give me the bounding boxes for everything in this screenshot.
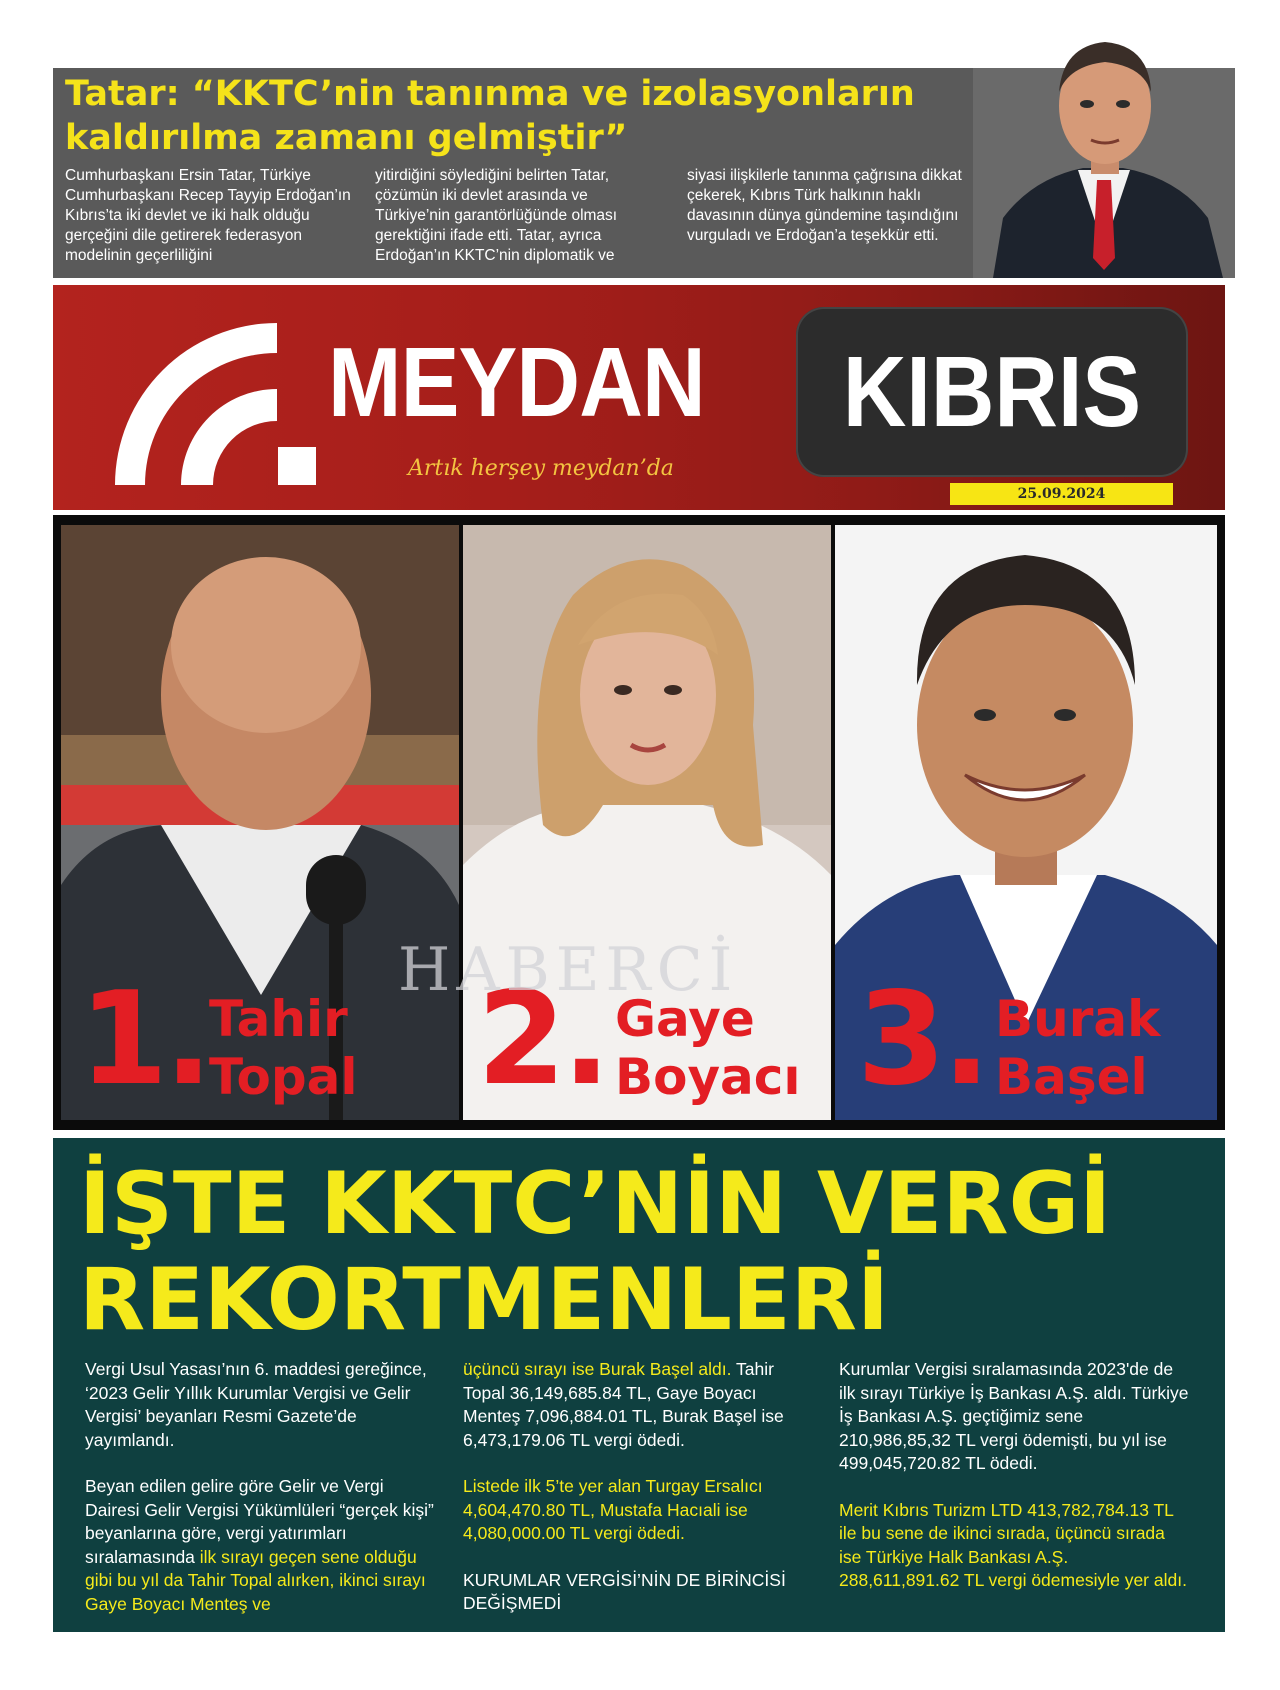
ranked-person-name — [209, 990, 358, 1106]
main-headline: İŞTE KKTC’NİN VERGİ REKORTMENLERİ — [79, 1154, 1112, 1350]
newspaper-name-badge — [796, 307, 1188, 477]
article-text: Beyan edilen gelire göre Gelir ve Vergi Dairesi Gelir Vergisi Yükümlüleri “gerçek kişi” beyanlarına göre, vergi yatırımları sıralamasında — [85, 1476, 434, 1567]
ranked-person-name — [995, 990, 1160, 1106]
top-story-column-1: Cumhurbaşkanı Ersin Tatar, Türkiye Cumhurbaşkanı Recep Tayyip Erdoğan’ın Kıbrıs’ta iki devlet ve iki halk olduğu gerçeğini dile getirerek federasyon modelinin geçerliliğini — [65, 167, 351, 264]
top-story-body — [65, 166, 965, 276]
top-story-title: Tatar: “KKTC’nin tanınma ve izolasyonların kaldırılma zamanı gelmiştir” — [65, 74, 915, 158]
last-name: Boyacı — [615, 1048, 801, 1106]
first-name: Tahir — [209, 990, 348, 1048]
article-column-1 — [85, 1358, 435, 1639]
article-paragraph: Vergi Usul Yasası’nın 6. maddesi gereğince, ‘2023 Gelir Yıllık Kurumlar Vergisi ve Gelir Vergisi’ beyanları Resmi Gazete’de yayımlandı. — [85, 1359, 427, 1450]
article-subheading: KURUMLAR VERGİSİ’NİN DE BİRİNCİSİ DEĞİŞMEDİ — [463, 1569, 786, 1613]
first-name: Burak — [995, 990, 1161, 1048]
first-name: Gaye — [615, 990, 755, 1048]
issue-date: 25.09.2024 — [950, 483, 1173, 505]
rank-number: 2. — [477, 965, 607, 1114]
newspaper-masthead — [53, 285, 1225, 510]
article-highlight: Merit Kıbrıs Turizm LTD 413,782,784.13 TL ile bu sene de ikinci sırada, üçüncü sırada ise Türkiye Halk Bankası A.Ş. 288,611,891.62 TL vergi ödemesiyle yer aldı. — [839, 1499, 1187, 1590]
ranking-card-3 — [835, 525, 1217, 1120]
ranking-card-2 — [463, 525, 831, 1120]
last-name: Topal — [209, 1048, 358, 1106]
newspaper-name: MEYDAN — [328, 327, 705, 437]
top-story-box — [53, 68, 1225, 278]
watermark-text: HABERCİ — [398, 935, 739, 1005]
ranking-card-1 — [61, 525, 459, 1120]
main-article — [53, 1138, 1225, 1632]
article-highlight: ilk sırayı geçen sene olduğu gibi bu yıl da Tahir Topal alırken, ikinci sırayı Gaye Boyacı Menteş ve — [85, 1546, 426, 1614]
top-story-column-3: siyasi ilişkilerle tanınma çağrısına dikkat çekerek, Kıbrıs Türk halkının haklı davasının dünya gündemine taşındığını vurguladı ve Erdoğan’a teşekkür etti. — [687, 167, 962, 244]
newspaper-slogan: Artık herşey meydan’da — [408, 456, 674, 481]
article-column-2 — [463, 1358, 813, 1639]
article-highlight: Listede ilk 5’te yer alan Turgay Ersalıcı 4,604,470.80 TL, Mustafa Hacıali ise 4,080,000.00 TL vergi ödedi. — [463, 1476, 763, 1543]
article-paragraph: Kurumlar Vergisi sıralamasında 2023'de de ilk sırayı Türkiye İş Bankası A.Ş. aldı. Türkiye İş Bankası A.Ş. geçtiğimiz sene 210,986,85,32 TL vergi ödemişti, bu yıl ise 499,045,720.82 TL ödedi. — [839, 1359, 1189, 1473]
article-text: Tahir Topal 36,149,685.84 TL, Gaye Boyacı Menteş 7,096,884.01 TL, Burak Başel ise 6,473,179.06 TL vergi ödedi. — [463, 1359, 784, 1450]
newspaper-region-label: KIBRIS — [842, 336, 1142, 448]
article-paragraph — [85, 1475, 435, 1616]
article-highlight: üçüncü sırayı ise Burak Başel aldı. — [463, 1359, 732, 1379]
rank-number: 3. — [857, 965, 987, 1114]
ranked-person-name — [615, 990, 801, 1106]
tatar-portrait-photo — [973, 18, 1235, 278]
top-story-column-2: yitirdiğini söylediğini belirten Tatar, çözümün iki devlet arasında ve Türkiye’nin garantörlüğünde olması gerektiğini ifade etti. Tatar, ayrıca Erdoğan’ın KKTC’nin diplomatik ve — [375, 167, 618, 264]
tax-ranking-photo-panel — [53, 515, 1225, 1130]
article-paragraph — [463, 1358, 813, 1452]
rank-number: 1. — [79, 965, 209, 1114]
signal-arcs-logo-icon — [73, 297, 343, 497]
article-column-3 — [839, 1358, 1189, 1616]
last-name: Başel — [995, 1048, 1148, 1106]
